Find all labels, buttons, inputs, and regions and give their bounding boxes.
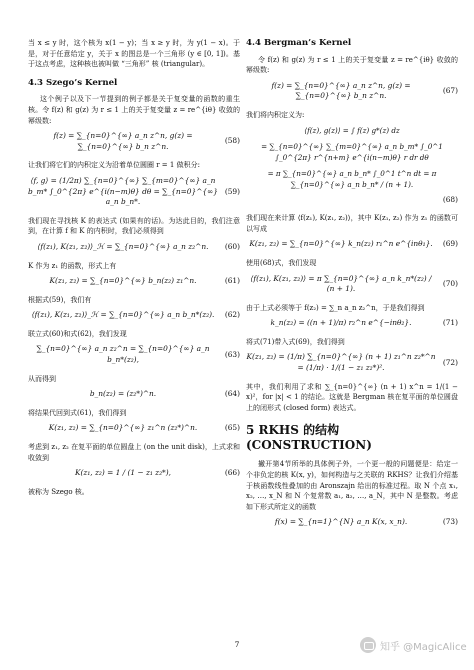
watermark <box>360 637 467 653</box>
paragraph: 这个例子以及下一节提到的例子都是关于复变量的函数的重生核。令 f(z) 和 g(z) 为 r ≤ 1 上的关于复变量 z = re^{iθ} 收敛的幂级数: <box>28 95 240 125</box>
equation-body: K(z₁, z₂) = ∑_{n=0}^{∞} k_n(z₂) r₁^n e^{inθ₁}. <box>249 239 433 249</box>
equation-body: b_n(z₂) = (z₂*)^n. <box>89 389 157 399</box>
equation-61 <box>28 276 240 287</box>
equation-body: ⟨f(z₁), K(z₁, z₂)⟩_ℋ = ∑_{n=0}^{∞} a_n b_n*(z₂). <box>31 310 215 320</box>
equation-body: f(z) = ∑_{n=0}^{∞} a_n z^n, g(z) = ∑_{n=0}^{∞} b_n z^n. <box>53 131 193 151</box>
paragraph: 从而得到 <box>28 374 56 383</box>
equation-number: (69) <box>442 239 458 249</box>
equation-number: (61) <box>224 276 240 286</box>
equation-71 <box>246 318 458 329</box>
paragraph: 令 f(z) 和 g(z) 为 r ≤ 1 上的关于复变量 z = re^{iθ} 收敛的幂级数: <box>246 55 458 75</box>
equation-70 <box>246 274 458 295</box>
paragraph: 考虑到 z₁, z₂ 在复平面的单位圆盘上 (on the unit disk)，上式求和收敛到 <box>28 443 240 462</box>
equation-body: k_n(z₂) = ((n + 1)/π) r₂^n e^{−inθ₂}. <box>270 318 412 328</box>
paragraph: 将式(71)带入式(69)，我们得到 <box>246 337 345 346</box>
equation-body: f(z) = ∑_{n=0}^{∞} a_n z^n, g(z) = ∑_{n=0}^{∞} b_n z^n. <box>271 80 411 101</box>
equation-line: = π ∑_{n=0}^{∞} a_n b_n* ∫_0^1 t^n dt = π ∑_{n=0}^{∞} a_n b_n* / (n + 1). <box>267 169 437 189</box>
zhihu-logo-icon <box>360 637 376 653</box>
intro-paragraph: 当 x ≤ y 时，这个核为 x(1 − y)；当 x ≥ y 时，为 y(1 − x)。于是，对于任意给定 y，关于 x 的图总是一个三角形 (y ∈ [0, 1])。基于这点考虑，这种核也被叫做 “三角形” 核 (triangular)。 <box>28 39 240 69</box>
equation-63 <box>28 344 240 365</box>
equation-number: (63) <box>224 349 240 359</box>
equation-body: ⟨f(z₁), K(z₁, z₂)⟩ = π ∑_{n=0}^{∞} a_n k_n*(z₂) / (n + 1). <box>250 273 432 294</box>
equation-68 <box>246 126 458 206</box>
section-heading-4-4: 4.4 Bergman’s Kernel <box>246 38 352 48</box>
paragraph: 将结果代回到式(61)，我们得到 <box>28 408 127 417</box>
equation-body: K(z₁, z₂) = 1 / (1 − z₁ z₂*), <box>75 468 171 478</box>
section-heading-5: 5 RKHS 的结构 (CONSTRUCTION) <box>246 423 372 453</box>
equation-64 <box>28 389 240 400</box>
right-column <box>246 38 458 536</box>
equation-number: (70) <box>442 278 458 288</box>
equation-body: K(z₁, z₂) = (1/π) ∑_{n=0}^{∞} (n + 1) z₁^n z₂*^n = (1/π) · 1/(1 − z₁ z₂*)². <box>246 352 436 373</box>
paragraph: 让我们将它们的内积定义为沿着单位圆圈 r = 1 做积分: <box>28 161 200 170</box>
equation-60 <box>28 242 240 253</box>
equation-body: ∑_{n=0}^{∞} a_n z₂^n = ∑_{n=0}^{∞} a_n b_n*(z₂), <box>36 344 210 365</box>
paragraph: 我们将内积定义为: <box>246 110 305 119</box>
paragraph: K 作为 z₁ 的函数，形式上有 <box>28 261 117 270</box>
left-column <box>28 38 240 500</box>
equation-body: f(x) = ∑_{n=1}^{N} a_n K(x, x_n). <box>274 517 408 527</box>
paragraph: 我们现在寻找核 K 的表达式 (如果有的话)。为达此目的，我们注意到，在计算 f 和 K 的内积时，我们必须得到 <box>28 216 240 236</box>
equation-72 <box>246 352 458 373</box>
paragraph: 联立式(60)和式(62)，我们发现 <box>28 329 127 338</box>
equation-number: (71) <box>442 318 458 328</box>
page-number: 7 <box>234 640 240 649</box>
equation-69 <box>246 239 458 250</box>
equation-body: K(z₁, z₂) = ∑_{n=0}^{∞} z₁^n (z₂*)^n. <box>48 423 198 433</box>
paragraph: 其中，我们利用了求和 ∑_{n=0}^{∞} (n + 1) x^n = 1/(1 − x)²，for |x| < 1 的结论。这就是 Bergman 核在复平面的单位圆盘上的闭形式 (closed form) 表达式。 <box>246 382 458 412</box>
paragraph: 根据式(59)，我们有 <box>28 295 92 304</box>
equation-number: (72) <box>442 357 458 367</box>
section-heading-4-3: 4.3 Szego’s Kernel <box>28 77 118 88</box>
equation-number: (58) <box>224 136 240 146</box>
equation-number: (66) <box>224 468 240 478</box>
equation-number: (65) <box>224 423 240 433</box>
equation-62 <box>28 310 240 321</box>
equation-number: (64) <box>224 389 240 399</box>
equation-67 <box>246 81 458 102</box>
equation-65 <box>28 423 240 434</box>
equation-line: ⟨f(z), g(z)⟩ = ∫ f(z) g*(z) dz <box>304 125 400 135</box>
equation-number: (59) <box>224 186 240 196</box>
equation-number: (67) <box>442 86 458 96</box>
paragraph: 由于上式必须等于 f(z₂) = ∑_n a_n z₂^n，于是我们得到 <box>246 303 425 312</box>
equation-body: K(z₁, z₂) = ∑_{n=0}^{∞} b_n(z₂) z₁^n. <box>49 276 197 286</box>
paragraph: 被称为 Szego 核。 <box>28 487 89 496</box>
watermark-text: 知乎 @MagicAlice <box>380 641 467 653</box>
equation-59 <box>28 176 240 208</box>
paragraph: 撇开第4节所举的具体例子外，一个更一般的问题便是：给定一个非负定的核 K(x, y)，如何构造与之关联的 RKHS？让我们介绍基于核函数线性叠加的由 Aronszajn 给出的标准过程。取 N 个点 x₁, x₂, …, x_N 和 N 个复常数 a₁, a₂, …, a_N，其中 N 是整数。考虑如下形式所定义的函数 <box>246 460 458 511</box>
equation-58 <box>28 131 240 152</box>
equation-number: (68) <box>442 194 458 204</box>
equation-number: (73) <box>442 517 458 527</box>
equation-73 <box>246 517 458 528</box>
equation-body: ⟨f(z₁), K(z₁, z₂)⟩_ℋ = ∑_{n=0}^{∞} a_n z₂^n. <box>37 241 209 251</box>
paragraph: 我们现在来计算 ⟨f(z₁), K(z₁, z₂)⟩，其中 K(z₁, z₂) 作为 z₁ 的函数可以写成 <box>246 214 458 233</box>
paragraph: 使用(68)式，我们发现 <box>246 258 317 267</box>
equation-number: (62) <box>224 310 240 320</box>
equation-line: = ∑_{n=0}^{∞} ∑_{m=0}^{∞} a_n b_m* ∫_0^1 ∫_0^{2π} r^{n+m} e^{i(n−m)θ} r dr dθ <box>261 142 443 162</box>
equation-number: (60) <box>224 241 240 251</box>
equation-body: ⟨f, g⟩ = (1/2π) ∑_{n=0}^{∞} ∑_{m=0}^{∞} a_n b_m* ∫_0^{2π} e^{i(n−m)θ} dθ = ∑_{n=0}^{∞} a_n b_n*. <box>28 175 218 207</box>
equation-66 <box>28 468 240 479</box>
